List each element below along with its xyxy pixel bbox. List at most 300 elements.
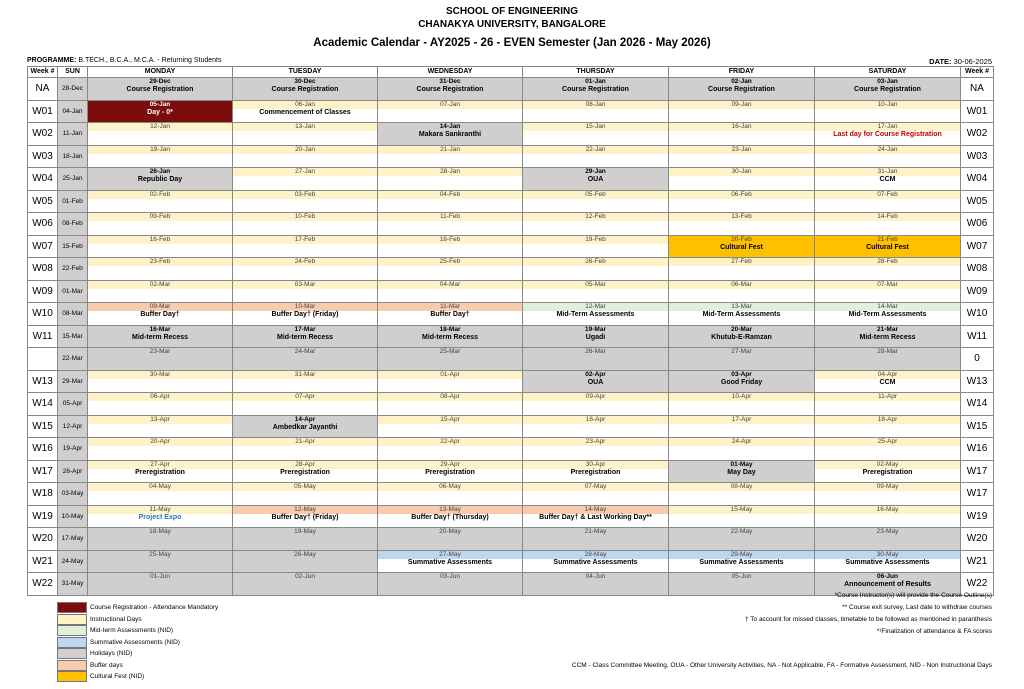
week-row (28, 78, 994, 101)
sunday-date: 12-Apr (58, 415, 88, 438)
programme-line (27, 57, 222, 64)
day-cell (233, 483, 378, 506)
day-date: 23-Jan (669, 146, 814, 154)
day-cell (233, 280, 378, 303)
sunday-date: 26-Apr (58, 460, 88, 483)
sunday-date: 10-May (58, 505, 88, 528)
legend-swatch (57, 602, 87, 613)
day-cell (815, 213, 961, 236)
week-row (28, 370, 994, 393)
day-date: 03-Jun (440, 573, 460, 580)
week-row (28, 438, 994, 461)
day-cell (815, 168, 961, 191)
day-date: 08-Jan (523, 101, 668, 109)
day-date: 02-Apr (585, 370, 606, 378)
week-number: W02 (28, 123, 58, 146)
day-event: Preregistration (135, 468, 185, 476)
day-event: Course Registration (416, 86, 484, 93)
day-cell (523, 573, 669, 596)
day-cell (815, 235, 961, 258)
day-event: Mid-term Recess (131, 333, 189, 341)
sunday-date: 24-May (58, 550, 88, 573)
week-number: W08 (28, 258, 58, 281)
day-cell (669, 303, 815, 326)
day-cell (523, 415, 669, 438)
day-date: 25-May (149, 550, 171, 558)
day-cell (669, 505, 815, 528)
day-cell (233, 168, 378, 191)
week-number: W07 (28, 235, 58, 258)
day-date: 31-Mar (233, 371, 377, 379)
day-date: 02-Feb (88, 191, 232, 199)
day-cell (88, 348, 233, 371)
day-cell (523, 190, 669, 213)
day-cell (815, 190, 961, 213)
sunday-date: 15-Feb (58, 235, 88, 258)
day-cell (669, 213, 815, 236)
week-row (28, 258, 994, 281)
day-cell (669, 280, 815, 303)
day-date: 12-Jan (88, 123, 232, 131)
day-event: Mid-term Recess (421, 333, 479, 341)
day-date: 11-May (88, 506, 232, 514)
day-cell (378, 483, 523, 506)
day-date: 28-May (523, 551, 668, 559)
day-date: 09-Apr (523, 393, 668, 401)
day-cell (669, 438, 815, 461)
column-header: THURSDAY (523, 67, 669, 78)
day-date: 31-Dec (439, 78, 461, 85)
day-cell (378, 325, 523, 348)
day-cell (378, 573, 523, 596)
day-cell (669, 168, 815, 191)
day-event: Good Friday (720, 378, 763, 386)
week-number-right: W17 (961, 483, 994, 506)
day-cell (815, 325, 961, 348)
school-name: SCHOOL OF ENGINEERING (445, 6, 579, 17)
week-number-right: W14 (961, 393, 994, 416)
week-number: W10 (28, 303, 58, 326)
week-row (28, 393, 994, 416)
day-cell (233, 550, 378, 573)
day-cell (523, 168, 669, 191)
day-date: 06-Jun (877, 573, 898, 580)
day-cell (669, 325, 815, 348)
day-cell (669, 145, 815, 168)
day-event: Summative Assessments (553, 558, 638, 566)
day-event: Republic Day (137, 176, 183, 183)
day-date: 01-Apr (378, 371, 522, 379)
date-label: DATE: (929, 57, 952, 66)
day-event: Summative Assessments (407, 558, 493, 566)
day-cell (88, 325, 233, 348)
day-cell (815, 303, 961, 326)
day-cell (378, 415, 523, 438)
day-cell (233, 573, 378, 596)
date-line (929, 57, 992, 66)
header-row (28, 67, 994, 78)
day-cell (378, 213, 523, 236)
day-date: 20-May (439, 528, 461, 535)
day-cell (378, 303, 523, 326)
week-number: W01 (28, 100, 58, 123)
day-date: 22-May (730, 528, 753, 535)
day-cell (815, 550, 961, 573)
day-cell (88, 438, 233, 461)
day-cell (523, 235, 669, 258)
day-date: 19-May (294, 528, 316, 535)
day-event: Course Registration (126, 86, 194, 93)
day-date: 16-Feb (88, 236, 232, 244)
day-date: 13-Feb (669, 213, 814, 221)
day-cell (669, 235, 815, 258)
day-cell (669, 258, 815, 281)
week-number: W06 (28, 213, 58, 236)
day-date: 11-Mar (378, 303, 522, 311)
legend-item (57, 625, 173, 636)
day-cell (378, 370, 523, 393)
day-cell (378, 235, 523, 258)
day-cell (233, 190, 378, 213)
week-number-right: W10 (961, 303, 994, 326)
day-cell (233, 370, 378, 393)
day-date: 20-Feb (731, 235, 752, 243)
day-cell (88, 258, 233, 281)
week-row (28, 348, 994, 371)
day-date: 06-Feb (669, 191, 814, 199)
footnote: *¹Finalization of attendance & FA scores (876, 628, 992, 635)
day-date: 10-Apr (669, 393, 814, 401)
day-date: 01-Jun (150, 573, 170, 580)
day-date: 18-Apr (815, 416, 960, 424)
day-cell (669, 393, 815, 416)
day-cell (523, 438, 669, 461)
day-date: 25-Feb (378, 258, 522, 266)
day-cell (233, 325, 378, 348)
day-event: Preregistration (862, 468, 913, 476)
day-cell (378, 550, 523, 573)
day-date: 27-Feb (669, 258, 814, 266)
day-date: 30-May (815, 551, 960, 559)
day-date: 18-Mar (439, 325, 461, 333)
day-date: 11-Apr (815, 393, 960, 401)
week-number-right: W06 (961, 213, 994, 236)
sunday-date: 08-Mar (58, 303, 88, 326)
sunday-date: 01-Feb (58, 190, 88, 213)
day-date: 30-Apr (523, 461, 668, 469)
day-cell (669, 100, 815, 123)
day-cell (523, 325, 669, 348)
day-cell (669, 348, 815, 371)
day-date: 26-May (294, 550, 316, 558)
week-number-right: 0 (961, 348, 994, 371)
sunday-date: 31-May (58, 573, 88, 596)
day-cell (233, 100, 378, 123)
day-date: 05-Jan (149, 100, 171, 108)
legend-swatch (57, 671, 87, 682)
day-date: 15-May (669, 506, 814, 514)
day-event: Cultural Fest (866, 243, 909, 251)
day-date: 14-Mar (815, 303, 960, 311)
day-cell (88, 168, 233, 191)
day-event: Commencement of Classes (259, 108, 351, 116)
day-event: Buffer Day† & Last Working Day** (539, 513, 652, 521)
day-event: Course Registration (854, 86, 921, 93)
day-cell (233, 235, 378, 258)
day-cell (815, 483, 961, 506)
legend-swatch (57, 648, 87, 659)
column-header: Week # (961, 67, 994, 78)
legend-label: Buffer days (90, 661, 123, 669)
day-date: 10-Feb (233, 213, 377, 221)
day-cell (233, 348, 378, 371)
day-date: 08-May (669, 483, 814, 491)
sunday-date: 15-Mar (58, 325, 88, 348)
sunday-date: 05-Apr (58, 393, 88, 416)
day-date: 07-May (523, 483, 668, 491)
day-date: 21-Apr (233, 438, 377, 446)
legend-item (57, 648, 132, 659)
week-number: W18 (28, 483, 58, 506)
legend-item (57, 660, 123, 671)
day-date: 05-Feb (523, 191, 668, 199)
day-date: 30-Mar (88, 371, 232, 379)
day-event: Buffer Day† (140, 311, 180, 318)
sunday-date: 17-May (58, 528, 88, 551)
day-date: 27-Mar (731, 348, 752, 355)
day-date: 07-Apr (233, 393, 377, 401)
day-event: Mid-Term Assessments (848, 311, 927, 318)
legend-label: Mid-term Assessments (NID) (90, 627, 174, 635)
day-event: Course Registration (708, 86, 775, 93)
day-date: 17-Apr (669, 416, 814, 424)
week-number-right: W08 (961, 258, 994, 281)
day-date: 30-Jan (669, 168, 814, 176)
day-date: 17-Jan (815, 123, 960, 131)
day-event: Preregistration (570, 468, 621, 476)
week-number-right: W02 (961, 123, 994, 146)
week-number: W11 (28, 325, 58, 348)
day-date: 21-Jan (378, 146, 522, 154)
sunday-date: 28-Dec (58, 78, 88, 101)
day-cell (233, 415, 378, 438)
day-event: CCM (879, 176, 896, 183)
week-number: W14 (28, 393, 58, 416)
day-date: 02-Jun (295, 573, 315, 580)
week-row (28, 550, 994, 573)
day-cell (88, 280, 233, 303)
day-date: 27-May (378, 551, 522, 559)
week-number-right: W21 (961, 550, 994, 573)
sunday-date: 01-Mar (58, 280, 88, 303)
day-event: May Day (727, 468, 756, 476)
day-date: 13-Apr (88, 416, 232, 424)
day-cell (669, 78, 815, 101)
day-cell (233, 528, 378, 551)
day-cell (88, 78, 233, 101)
day-date: 23-Feb (88, 258, 232, 266)
sunday-date: 22-Mar (58, 348, 88, 371)
day-cell (88, 145, 233, 168)
sunday-date: 29-Mar (58, 370, 88, 393)
day-date: 28-Mar (877, 348, 898, 355)
sunday-date: 22-Feb (58, 258, 88, 281)
week-row (28, 235, 994, 258)
day-date: 09-Mar (88, 303, 232, 311)
day-cell (815, 370, 961, 393)
week-number-right: W03 (961, 145, 994, 168)
column-header: MONDAY (88, 67, 233, 78)
abbreviations: CCM - Class Committee Meeting, OUA - Other University Activities, NA - Not Applicable, FA - Formative Assessment, NID - Non Instructional Days (571, 662, 992, 669)
day-cell (815, 415, 961, 438)
day-date: 17-Feb (233, 236, 377, 244)
day-date: 28-Jan (378, 168, 522, 176)
day-cell (233, 258, 378, 281)
week-number-right: W22 (961, 573, 994, 596)
day-date: 20-Mar (731, 325, 752, 333)
legend-swatch (57, 660, 87, 671)
day-cell (669, 528, 815, 551)
day-date: 04-May (88, 483, 232, 491)
week-row (28, 145, 994, 168)
day-event: Khutub-E-Ramzan (711, 333, 772, 341)
sunday-date: 08-Feb (58, 213, 88, 236)
day-date: 19-Jan (88, 146, 232, 154)
day-date: 24-Mar (294, 348, 316, 355)
day-date: 28-Feb (815, 258, 960, 266)
day-event: Last day for Course Registration (833, 131, 942, 138)
legend-item (57, 637, 180, 648)
day-date: 16-Apr (523, 416, 668, 424)
day-cell (233, 460, 378, 483)
day-date: 13-May (378, 506, 522, 514)
week-row (28, 168, 994, 191)
day-date: 14-Feb (815, 213, 960, 221)
day-date: 16-May (815, 506, 960, 514)
day-cell (523, 348, 669, 371)
day-date: 10-Jan (815, 101, 960, 109)
day-cell (815, 505, 961, 528)
day-cell (669, 573, 815, 596)
day-date: 18-Feb (378, 236, 522, 244)
week-row (28, 505, 994, 528)
day-cell (815, 348, 961, 371)
week-number-right: W15 (961, 415, 994, 438)
day-cell (233, 303, 378, 326)
day-cell (88, 415, 233, 438)
day-event: Buffer Day† (Friday) (271, 311, 339, 318)
programme-label: PROGRAMME: (27, 57, 77, 64)
day-cell (378, 123, 523, 146)
week-number-right: NA (961, 78, 994, 101)
day-date: 07-Mar (815, 281, 960, 289)
day-cell (378, 168, 523, 191)
day-date: 29-May (669, 551, 814, 559)
week-row (28, 415, 994, 438)
day-date: 05-Mar (523, 281, 668, 289)
day-date: 26-Jan (149, 168, 171, 175)
day-cell (88, 460, 233, 483)
week-number-right: W11 (961, 325, 994, 348)
day-cell (233, 78, 378, 101)
day-cell (523, 78, 669, 101)
day-event: Preregistration (280, 468, 330, 476)
footnote: ** Course exit survey, Last date to withdraw courses (842, 604, 992, 611)
day-cell (815, 258, 961, 281)
day-date: 16-Mar (149, 325, 171, 333)
footnote: *Course Instructor(s) will provide the Course Outline(s) (834, 592, 992, 599)
day-date: 06-Mar (669, 281, 814, 289)
day-event: Summative Assessments (699, 558, 784, 566)
day-date: 04-Apr (815, 371, 960, 379)
day-date: 21-May (584, 528, 607, 535)
day-event: Announcement of Results (844, 581, 931, 588)
programme-value: B.TECH., B.C.A., M.C.A. - Returning Students (78, 57, 222, 64)
day-date: 29-Jan (585, 168, 606, 175)
week-number-right: W13 (961, 370, 994, 393)
day-event: Mid-Term Assessments (556, 311, 635, 318)
column-header: Week # (28, 67, 58, 78)
day-event: Mid-term Recess (859, 333, 916, 341)
day-event: Project Expo (138, 513, 182, 521)
day-cell (523, 460, 669, 483)
day-cell (523, 483, 669, 506)
legend-item (57, 602, 218, 613)
day-date: 07-Feb (815, 191, 960, 199)
day-cell (815, 145, 961, 168)
day-cell (815, 280, 961, 303)
day-date: 22-Jan (523, 146, 668, 154)
day-date: 09-Feb (88, 213, 232, 221)
day-cell (88, 550, 233, 573)
day-cell (233, 393, 378, 416)
day-date: 29-Apr (378, 461, 522, 469)
sunday-date: 11-Jan (58, 123, 88, 146)
column-header: FRIDAY (669, 67, 815, 78)
day-date: 11-Feb (378, 213, 522, 221)
footnote: † To account for missed classes, timetable to be followed as mentioned in paranthesis (744, 616, 992, 623)
day-date: 03-Jan (877, 78, 898, 85)
day-date: 10-Mar (233, 303, 377, 311)
week-row (28, 213, 994, 236)
day-cell (88, 190, 233, 213)
day-date: 06-May (378, 483, 522, 491)
day-date: 01-Jan (585, 78, 606, 85)
column-header: TUESDAY (233, 67, 378, 78)
column-header: SUN (58, 67, 88, 78)
day-date: 24-Feb (233, 258, 377, 266)
week-number (28, 348, 58, 371)
sunday-date: 25-Jan (58, 168, 88, 191)
day-date: 06-Jan (233, 101, 377, 109)
week-row (28, 190, 994, 213)
day-date: 02-Jan (731, 78, 752, 85)
day-cell (378, 348, 523, 371)
day-date: 17-Mar (294, 325, 316, 333)
day-date: 31-Jan (815, 168, 960, 176)
day-date: 14-Apr (294, 415, 316, 423)
week-number-right: W20 (961, 528, 994, 551)
day-event: Buffer Day† (430, 311, 470, 318)
day-date: 09-May (815, 483, 960, 491)
week-number-right: W07 (961, 235, 994, 258)
day-date: 15-Jan (523, 123, 668, 131)
sunday-date: 03-May (58, 483, 88, 506)
day-cell (523, 550, 669, 573)
week-number: W19 (28, 505, 58, 528)
day-cell (523, 213, 669, 236)
day-cell (669, 370, 815, 393)
